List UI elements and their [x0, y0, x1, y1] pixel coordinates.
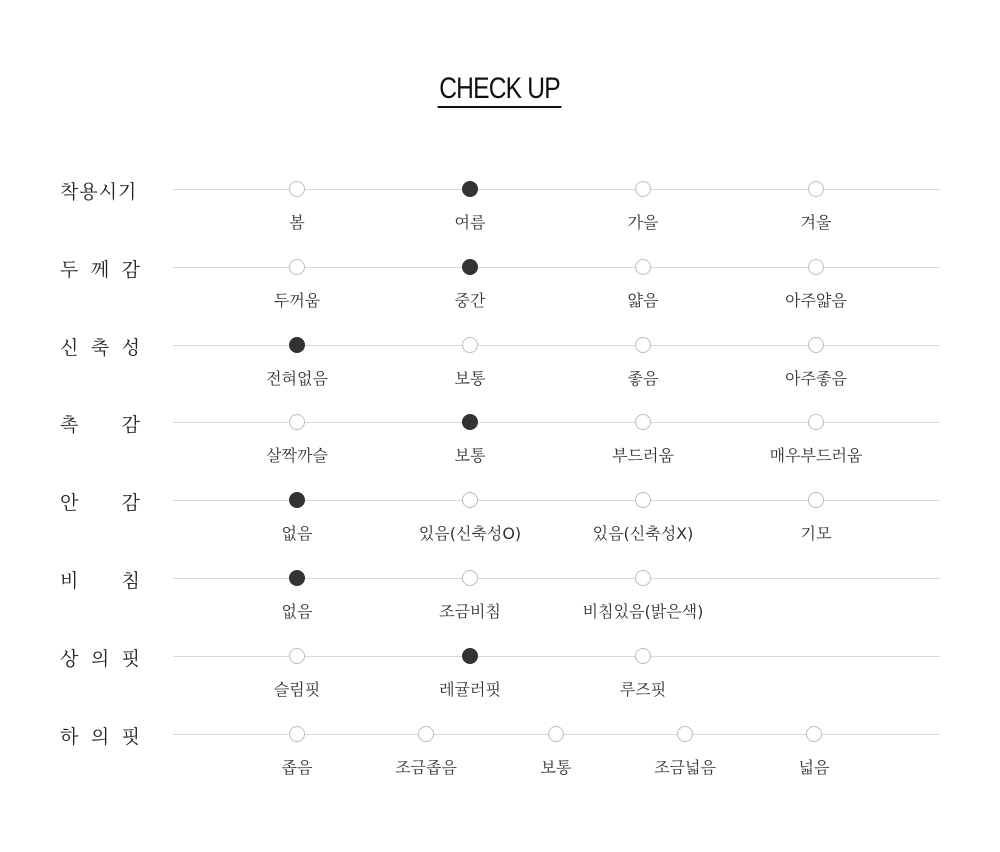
option-radio[interactable]	[808, 337, 824, 353]
option-radio[interactable]	[418, 726, 434, 742]
option-label: 있음(신축성O)	[418, 524, 522, 543]
row-label-char: 축	[90, 337, 110, 359]
row-label-char: 핏	[121, 726, 140, 748]
row-label-char: 의	[90, 726, 110, 748]
option-radio[interactable]	[462, 337, 478, 353]
option-radio[interactable]	[462, 570, 478, 586]
option-radio-selected[interactable]	[462, 181, 478, 197]
option-label: 기모	[800, 524, 832, 543]
row-label-char: 감	[121, 259, 140, 281]
option-radio[interactable]	[806, 726, 822, 742]
option-label: 레귤러핏	[439, 680, 501, 699]
option-label: 겨울	[800, 213, 832, 232]
option-radio[interactable]	[635, 337, 651, 353]
row-label-char: 비	[60, 570, 79, 592]
option-radio[interactable]	[289, 181, 305, 197]
checkup-row	[0, 648, 1000, 716]
checkup-row	[0, 570, 1000, 638]
checkup-row	[0, 492, 1000, 560]
option-label: 아주얇음	[785, 291, 847, 310]
row-label-text: 착용시기	[60, 181, 138, 203]
option-label: 살짝까슬	[266, 446, 328, 465]
row-label-char: 하	[60, 726, 79, 748]
row-label-char: 상	[60, 648, 79, 670]
option-radio[interactable]	[289, 726, 305, 742]
option-label: 아주좋음	[785, 369, 847, 388]
row-label-char: 안	[60, 492, 79, 514]
option-radio[interactable]	[289, 414, 305, 430]
row-label-char: 신	[60, 337, 79, 359]
checkup-row	[0, 337, 1000, 405]
checkup-row	[0, 259, 1000, 327]
option-label: 두꺼움	[273, 291, 321, 310]
option-radio[interactable]	[808, 181, 824, 197]
row-label-char: 두	[60, 259, 79, 281]
option-label: 비침있음(밝은색)	[582, 602, 704, 621]
option-radio[interactable]	[635, 570, 651, 586]
row-label-char: 감	[121, 492, 140, 514]
option-radio[interactable]	[289, 259, 305, 275]
row-label-char: 성	[121, 337, 140, 359]
option-radio-selected[interactable]	[462, 414, 478, 430]
option-label: 슬림핏	[273, 680, 321, 699]
option-label: 얇음	[627, 291, 659, 310]
checkup-row	[0, 414, 1000, 482]
option-label: 보통	[454, 369, 486, 388]
option-radio-selected[interactable]	[462, 259, 478, 275]
option-label: 보통	[454, 446, 486, 465]
option-label: 봄	[289, 213, 305, 232]
row-label	[60, 333, 140, 357]
option-label: 좋음	[627, 369, 659, 388]
option-label: 없음	[281, 602, 313, 621]
option-label: 중간	[454, 291, 486, 310]
option-label: 넓음	[798, 758, 830, 777]
option-label: 좁음	[281, 758, 313, 777]
checkup-row	[0, 726, 1000, 794]
option-label: 전혀없음	[266, 369, 328, 388]
option-radio[interactable]	[635, 414, 651, 430]
row-label-char: 께	[90, 259, 110, 281]
option-label: 부드러움	[612, 446, 674, 465]
row-label-char: 의	[90, 648, 110, 670]
option-radio[interactable]	[808, 259, 824, 275]
option-radio[interactable]	[635, 259, 651, 275]
option-label: 조금좁음	[395, 758, 457, 777]
checkup-row	[0, 181, 1000, 249]
row-label-char: 감	[121, 414, 140, 436]
option-radio[interactable]	[808, 414, 824, 430]
page-title: CHECK UP	[438, 72, 562, 108]
row-label-char: 촉	[60, 414, 79, 436]
row-label-char: 핏	[121, 648, 140, 670]
option-label: 가을	[627, 213, 659, 232]
option-radio[interactable]	[289, 648, 305, 664]
row-label	[60, 644, 140, 668]
option-radio[interactable]	[462, 492, 478, 508]
option-radio[interactable]	[808, 492, 824, 508]
option-radio[interactable]	[635, 181, 651, 197]
option-radio[interactable]	[548, 726, 564, 742]
row-label	[60, 566, 140, 590]
option-radio-selected[interactable]	[462, 648, 478, 664]
row-label	[60, 177, 140, 201]
option-radio-selected[interactable]	[289, 337, 305, 353]
option-radio-selected[interactable]	[289, 570, 305, 586]
row-label	[60, 255, 140, 279]
option-label: 있음(신축성X)	[592, 524, 694, 543]
row-label	[60, 410, 140, 434]
checkup-title-wrap	[0, 72, 1000, 108]
option-radio[interactable]	[677, 726, 693, 742]
option-label: 없음	[281, 524, 313, 543]
row-label	[60, 722, 140, 746]
row-label	[60, 488, 140, 512]
option-label: 루즈핏	[619, 680, 667, 699]
option-label: 조금비침	[439, 602, 501, 621]
row-label-char: 침	[121, 570, 140, 592]
option-label: 매우부드러움	[769, 446, 863, 465]
option-label: 보통	[540, 758, 572, 777]
option-label: 여름	[454, 213, 486, 232]
option-radio[interactable]	[635, 648, 651, 664]
option-label: 조금넓음	[654, 758, 716, 777]
option-radio[interactable]	[635, 492, 651, 508]
option-radio-selected[interactable]	[289, 492, 305, 508]
